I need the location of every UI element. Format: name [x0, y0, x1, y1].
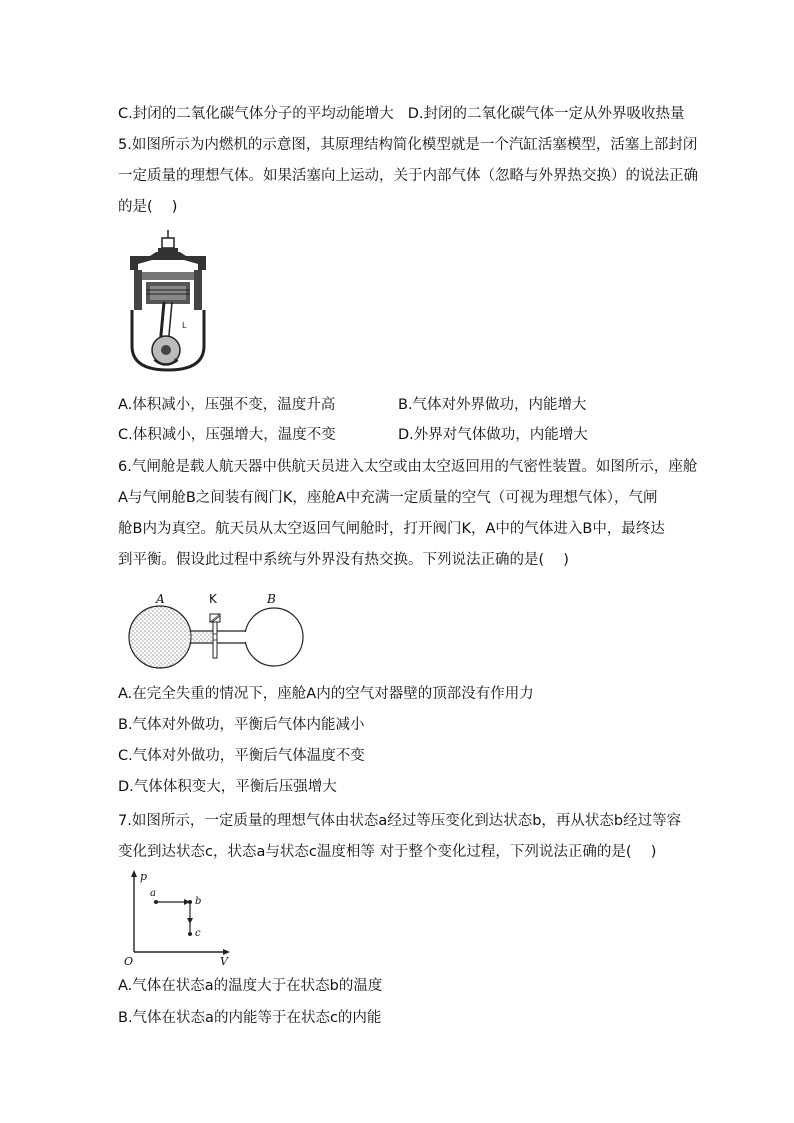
q6-stem-line4: 到平衡。假设此过程中系统与外界没有热交换。下列说法正确的是( ): [118, 552, 569, 568]
q4-options-row: [118, 104, 685, 124]
airlock-label-b: B: [267, 592, 276, 606]
pv-label-a: a: [150, 888, 156, 899]
q6-stem-line1: 6.气闸舱是载人航天器中供航天员进入太空或由太空返回用的气密性装置。如图所示，座舱: [118, 459, 698, 475]
q7-option-a: A.气体在状态a的温度大于在状态b的温度: [118, 978, 383, 994]
engine-figure: [120, 228, 220, 376]
q6-stem-line3: 舱B内为真空。航天员从太空返回气闸舱时，打开阀门K，A中的气体进入B中，最终达: [118, 521, 665, 537]
q5-option-c: C.体积减小，压强增大，温度不变: [118, 427, 336, 443]
q6-option-d: D.气体体积变大，平衡后压强增大: [118, 779, 337, 795]
airlock-label-a: A: [156, 592, 165, 606]
q6-stem-line2: A与气闸舱B之间装有阀门K，座舱A中充满一定质量的空气（可视为理想气体），气闸: [118, 490, 658, 506]
pv-point-b: [188, 900, 192, 904]
pv-point-a: [154, 900, 158, 904]
pv-point-c: [188, 932, 192, 936]
q5-option-b: B.气体对外界做功，内能增大: [398, 397, 587, 413]
pv-axis-v: V: [220, 955, 228, 966]
q7-stem-line2: 变化到达状态c，状态a与状态c温度相等 对于整个变化过程，下列说法正确的是( ): [118, 844, 657, 860]
q7-option-b: B.气体在状态a的内能等于在状态c的内能: [118, 1010, 382, 1026]
q5-option-a: A.体积减小，压强不变，温度升高: [118, 397, 336, 413]
q5-stem-line2: 一定质量的理想气体。如果活塞向上运动，关于内部气体（忽略与外界热交换）的说法正确: [118, 168, 698, 184]
airlock-figure: [124, 590, 314, 674]
pv-origin: O: [124, 955, 134, 966]
pv-label-b: b: [195, 896, 202, 907]
svg-text:L: L: [182, 321, 187, 330]
q7-stem-line1: 7.如图所示，一定质量的理想气体由状态a经过等压变化到达状态b，再从状态b经过等容: [118, 813, 682, 829]
q5-option-d: D.外界对气体做功，内能增大: [398, 427, 588, 443]
q6-option-c: C.气体对外做功，平衡后气体温度不变: [118, 748, 365, 764]
q6-option-b: B.气体对外做功，平衡后气体内能减小: [118, 717, 365, 733]
q6-option-a: A.在完全失重的情况下，座舱A内的空气对器壁的顶部没有作用力: [118, 686, 534, 702]
airlock-label-k: K: [209, 592, 217, 606]
q4-option-d: D.封闭的二氧化碳气体一定从外界吸收热量: [407, 106, 685, 122]
pv-label-c: c: [195, 928, 201, 939]
q4-option-c: C.封闭的二氧化碳气体分子的平均动能增大: [118, 106, 394, 122]
pv-diagram: [124, 868, 236, 966]
q5-stem-line1: 5.如图所示为内燃机的示意图，其原理结构简化模型就是一个汽缸活塞模型，活塞上部封闭: [118, 137, 698, 153]
pv-axis-p: p: [140, 870, 148, 883]
q5-stem-line3: 的是( ): [118, 199, 178, 215]
